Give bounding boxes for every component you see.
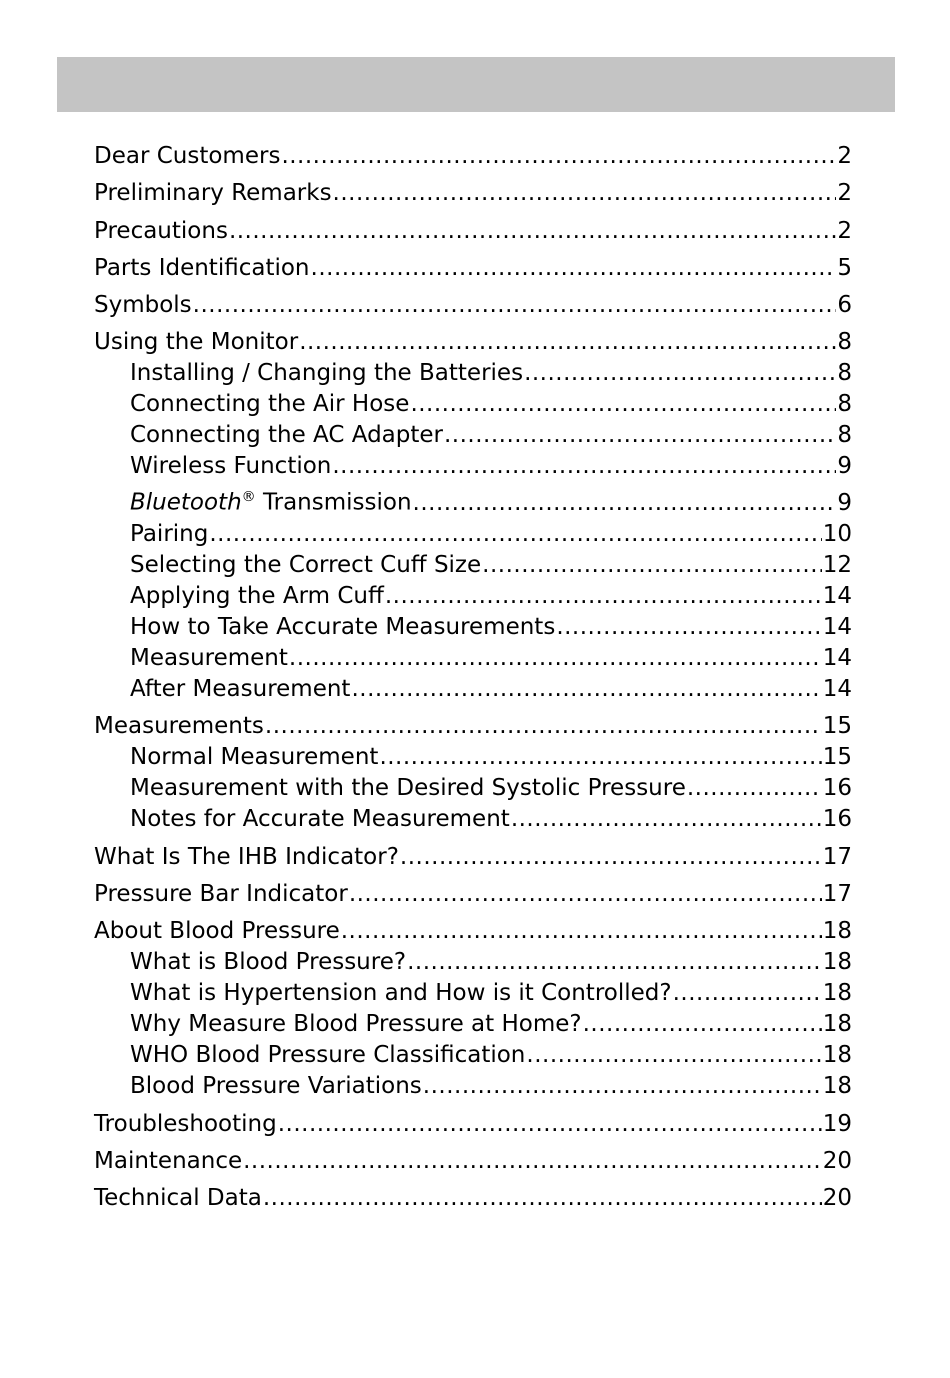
toc-entry[interactable] — [94, 674, 852, 705]
toc-entry[interactable] — [94, 290, 852, 321]
toc-entry-label: Pairing — [130, 521, 209, 548]
toc-entry-label: Blood Pressure Variations — [130, 1073, 422, 1100]
toc-entry-leader-dots — [243, 1146, 822, 1177]
toc-entry-page-number: 15 — [822, 713, 852, 740]
toc-entry[interactable] — [94, 1071, 852, 1102]
toc-entry[interactable] — [94, 358, 852, 389]
toc-entry[interactable] — [94, 550, 852, 581]
toc-entry-label: Wireless Function — [130, 453, 332, 480]
toc-entry-leader-dots — [299, 327, 836, 358]
toc-entry-page-number: 17 — [822, 881, 852, 908]
toc-entry-leader-dots — [281, 141, 836, 172]
toc-entry-page-number: 8 — [837, 422, 852, 449]
toc-entry-page-number: 5 — [837, 254, 852, 281]
toc-entry[interactable] — [94, 482, 852, 519]
toc-entry-label: Using the Monitor — [94, 329, 299, 356]
toc-entry-page-number: 2 — [837, 143, 852, 169]
toc-entry-page-number: 20 — [822, 1147, 852, 1174]
toc-entry-page-number: 2 — [837, 217, 852, 244]
toc-entry-leader-dots — [400, 842, 822, 873]
toc-entry-page-number: 20 — [822, 1185, 852, 1212]
toc-entry[interactable] — [94, 178, 852, 209]
toc-entry-label: Measurements — [94, 713, 264, 740]
toc-entry-page-number: 6 — [837, 292, 852, 319]
toc-entry-leader-dots — [193, 290, 837, 321]
toc-entry-page-number: 14 — [822, 583, 852, 610]
toc-entry-label: What is Blood Pressure? — [130, 949, 407, 976]
toc-entry[interactable] — [94, 842, 852, 873]
toc-entry[interactable] — [94, 1009, 852, 1040]
table-of-contents — [94, 141, 852, 1214]
toc-entry-leader-dots — [265, 711, 822, 742]
toc-entry[interactable] — [94, 253, 852, 284]
toc-entry[interactable] — [94, 643, 852, 674]
toc-entry[interactable] — [94, 216, 852, 247]
toc-entry-page-number: 18 — [822, 1011, 852, 1038]
toc-entry-leader-dots — [526, 1040, 821, 1071]
toc-entry[interactable] — [94, 327, 852, 358]
toc-entry-leader-dots — [511, 804, 822, 835]
toc-entry[interactable] — [94, 916, 852, 947]
toc-entry-page-number: 17 — [822, 843, 852, 870]
toc-entry-leader-dots — [410, 389, 836, 420]
toc-entry-label: Preliminary Remarks — [94, 180, 332, 207]
toc-entry-label: After Measurement — [130, 676, 351, 703]
toc-entry-label: How to Take Accurate Measurements — [130, 614, 556, 641]
toc-entry-page-number: 18 — [822, 980, 852, 1007]
toc-entry[interactable] — [94, 581, 852, 612]
toc-entry-page-number: 18 — [822, 949, 852, 976]
toc-entry-page-number: 10 — [822, 521, 852, 548]
toc-entry-leader-dots — [332, 451, 836, 482]
toc-entry-label-italic: Bluetooth — [130, 490, 242, 517]
toc-entry[interactable] — [94, 389, 852, 420]
toc-entry-leader-dots — [263, 1183, 822, 1214]
toc-entry-label: Parts Identification — [94, 254, 310, 281]
toc-entry-leader-dots — [687, 773, 822, 804]
toc-entry-leader-dots — [583, 1009, 822, 1040]
toc-entry-label: What is Hypertension and How is it Controlled? — [130, 980, 672, 1007]
toc-entry-leader-dots — [524, 358, 836, 389]
toc-entry-label: Measurement — [130, 645, 288, 672]
toc-entry-leader-dots — [556, 612, 821, 643]
toc-entry-label: Measurement with the Desired Systolic Pressure — [130, 775, 686, 802]
toc-entry-leader-dots — [341, 916, 822, 947]
toc-entry[interactable] — [94, 978, 852, 1009]
toc-entry-label: Technical Data — [94, 1185, 262, 1212]
toc-entry-leader-dots — [311, 253, 837, 284]
toc-entry-page-number: 15 — [822, 744, 852, 771]
toc-entry-page-number: 18 — [822, 918, 852, 945]
toc-entry[interactable] — [94, 141, 852, 172]
toc-entry-label: Connecting the AC Adapter — [130, 422, 443, 449]
toc-entry-page-number: 16 — [822, 775, 852, 802]
toc-entry[interactable] — [94, 742, 852, 773]
toc-entry-page-number: 8 — [837, 391, 852, 418]
toc-entry-leader-dots — [333, 178, 837, 209]
toc-entry[interactable] — [94, 1146, 852, 1177]
toc-entry-label: Dear Customers — [94, 143, 281, 169]
toc-entry-label — [130, 482, 412, 519]
toc-entry-leader-dots — [351, 674, 821, 705]
toc-entry-page-number: 14 — [822, 645, 852, 672]
toc-entry-leader-dots — [407, 947, 822, 978]
toc-entry-page-number: 16 — [822, 806, 852, 833]
toc-entry-label: WHO Blood Pressure Classification — [130, 1042, 526, 1069]
toc-entry-label: About Blood Pressure — [94, 918, 340, 945]
toc-entry-label: Notes for Accurate Measurement — [130, 806, 510, 833]
toc-entry-label: Selecting the Correct Cuff Size — [130, 552, 482, 579]
toc-entry-leader-dots — [482, 550, 822, 581]
toc-entry-leader-dots — [289, 643, 822, 674]
toc-entry-page-number: 18 — [822, 1073, 852, 1100]
toc-entry-leader-dots — [413, 488, 837, 519]
toc-entry-leader-dots — [379, 742, 821, 773]
toc-entry-leader-dots — [349, 879, 822, 910]
toc-entry[interactable] — [94, 804, 852, 835]
toc-entry-label: Applying the Arm Cuff — [130, 583, 384, 610]
toc-entry-page-number: 8 — [837, 329, 852, 356]
toc-entry-label: Connecting the Air Hose — [130, 391, 410, 418]
toc-entry[interactable] — [94, 1040, 852, 1071]
toc-entry-page-number: 9 — [837, 453, 852, 480]
toc-entry-label-text: Transmission — [255, 490, 412, 517]
toc-entry-label: What Is The IHB Indicator? — [94, 843, 399, 870]
toc-entry-label: Troubleshooting — [94, 1110, 277, 1137]
toc-entry-leader-dots — [423, 1071, 822, 1102]
toc-entry[interactable] — [94, 711, 852, 742]
toc-entry[interactable] — [94, 519, 852, 550]
toc-entry-page-number: 2 — [837, 180, 852, 207]
toc-entry-label: Maintenance — [94, 1147, 243, 1174]
toc-entry-page-number: 19 — [822, 1110, 852, 1137]
toc-entry-label: Symbols — [94, 292, 192, 319]
toc-entry[interactable] — [94, 879, 852, 910]
toc-entry[interactable] — [94, 947, 852, 978]
toc-entry-page-number: 9 — [837, 490, 852, 517]
toc-entry-page-number: 8 — [837, 360, 852, 387]
toc-entry[interactable] — [94, 773, 852, 804]
toc-entry-page-number: 12 — [822, 552, 852, 579]
header-bar — [57, 57, 895, 112]
toc-entry[interactable] — [94, 612, 852, 643]
toc-entry-leader-dots — [673, 978, 822, 1009]
toc-entry-page-number: 18 — [822, 1042, 852, 1069]
toc-entry-label: Normal Measurement — [130, 744, 379, 771]
toc-entry[interactable] — [94, 1109, 852, 1140]
toc-entry[interactable] — [94, 420, 852, 451]
toc-entry-page-number: 14 — [822, 614, 852, 641]
toc-entry-leader-dots — [209, 519, 821, 550]
toc-entry-label: Pressure Bar Indicator — [94, 881, 348, 908]
toc-entry-leader-dots — [385, 581, 822, 612]
toc-entry[interactable] — [94, 451, 852, 482]
toc-entry-label: Why Measure Blood Pressure at Home? — [130, 1011, 582, 1038]
toc-entry[interactable] — [94, 1183, 852, 1214]
trademark-symbol: ® — [241, 489, 256, 506]
toc-entry-leader-dots — [229, 216, 836, 247]
toc-entry-label: Installing / Changing the Batteries — [130, 360, 524, 387]
toc-entry-leader-dots — [278, 1109, 822, 1140]
toc-entry-leader-dots — [444, 420, 836, 451]
toc-entry-page-number: 14 — [822, 676, 852, 703]
toc-entry-label: Precautions — [94, 217, 228, 244]
